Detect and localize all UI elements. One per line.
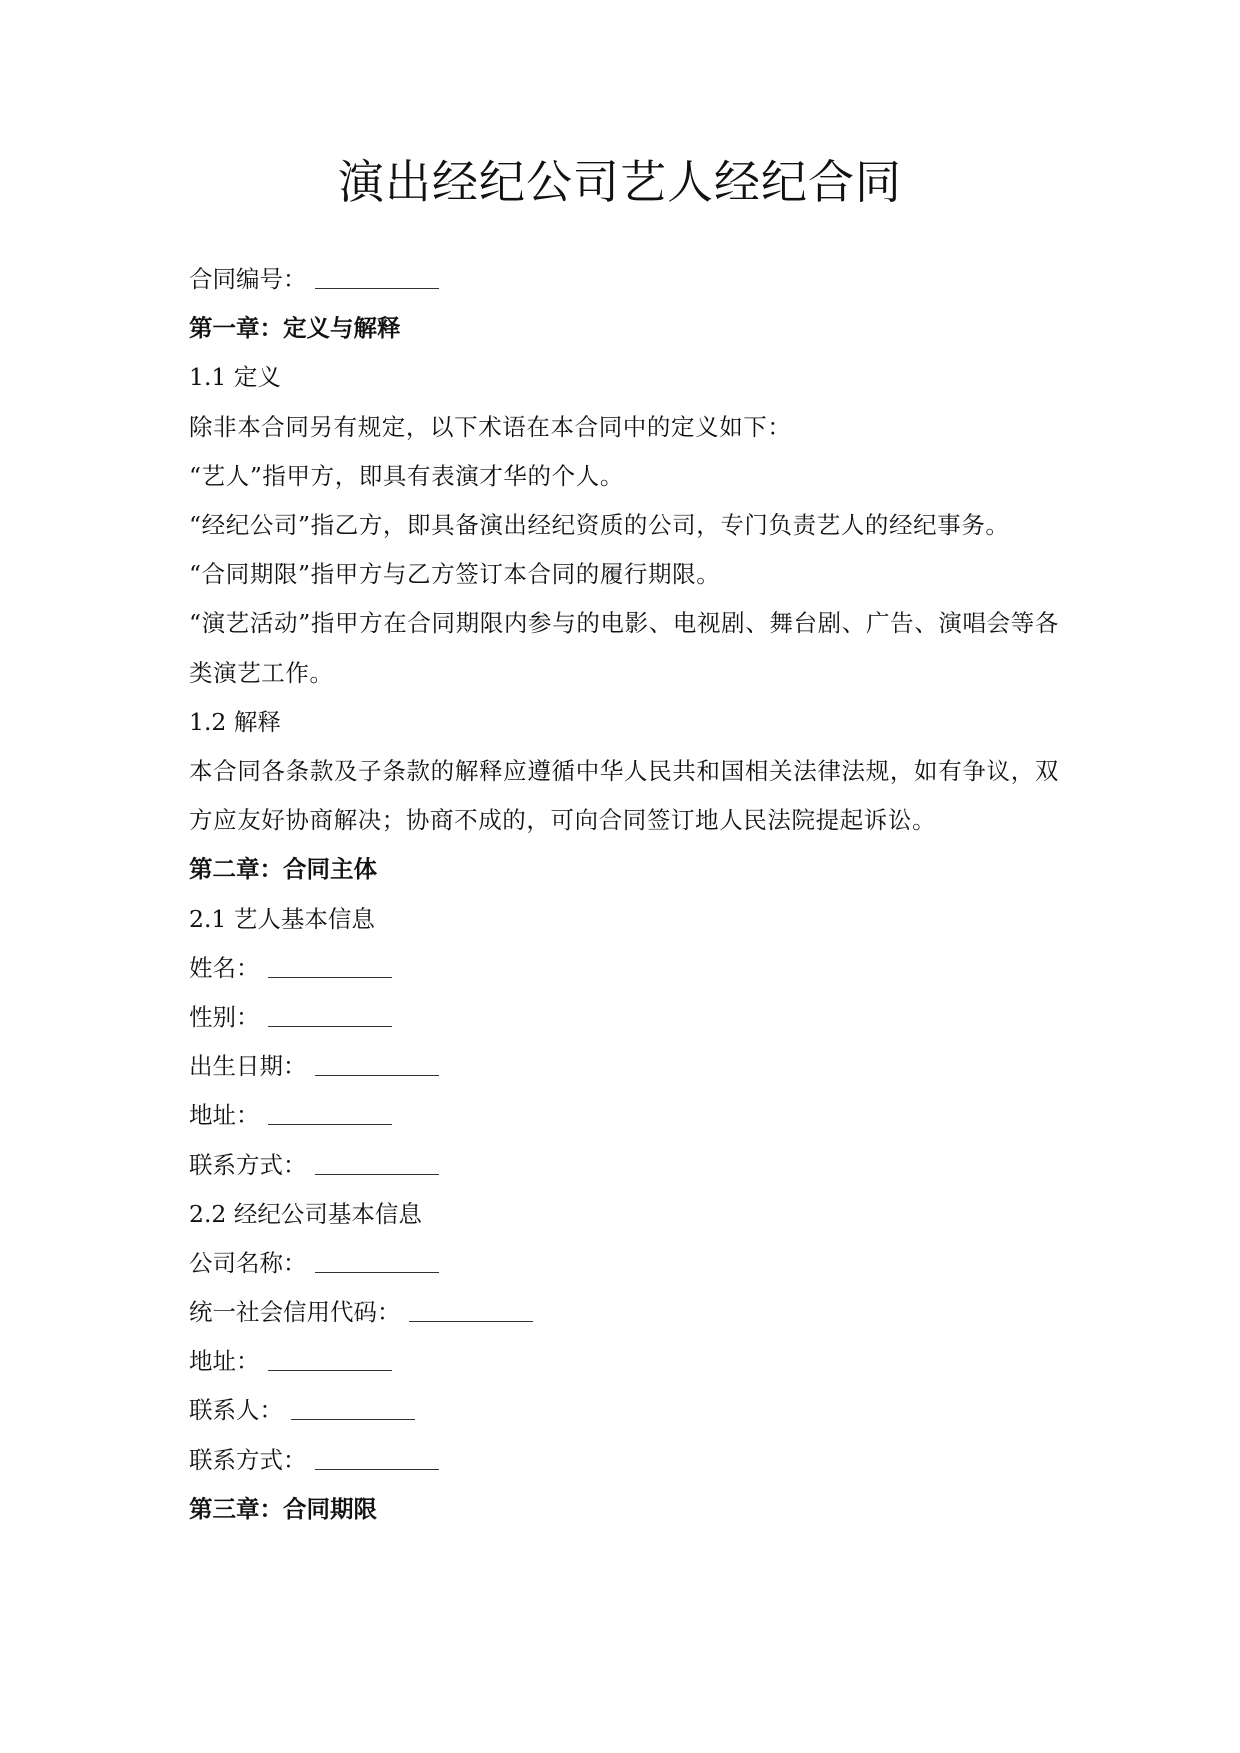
contract-number-field: [189, 255, 1059, 304]
company-contact-person-field: [189, 1386, 1059, 1435]
field-label: 地址：: [189, 1347, 260, 1376]
artist-address-field: [189, 1091, 1059, 1140]
paragraph: “经纪公司”指乙方，即具备演出经纪资质的公司，专门负责艺人的经纪事务。: [189, 510, 1010, 539]
paragraph: “演艺活动”指甲方在合同期限内参与的电影、电视剧、舞台剧、广告、演唱会等各类演艺工作。: [189, 609, 1059, 687]
paragraph: “艺人”指甲方，即具有表演才华的个人。: [189, 461, 624, 490]
company-name-field: [189, 1239, 1059, 1288]
field-label: 公司名称：: [189, 1248, 307, 1277]
field-label: 姓名：: [189, 953, 260, 982]
fill-in-blank[interactable]: [315, 1173, 439, 1175]
chapter-3-heading: 第三章：合同期限: [189, 1494, 377, 1523]
fill-in-blank[interactable]: [291, 1418, 415, 1420]
artist-contact-field: [189, 1141, 1059, 1190]
field-label: 地址：: [189, 1101, 260, 1130]
chapter-2-heading: 第二章：合同主体: [189, 855, 377, 884]
paragraph: 除非本合同另有规定，以下术语在本合同中的定义如下：: [189, 412, 792, 441]
company-address-field: [189, 1337, 1059, 1386]
document-body: [189, 255, 1059, 1534]
fill-in-blank[interactable]: [409, 1320, 533, 1322]
chapter-1-heading: 第一章：定义与解释: [189, 314, 401, 343]
field-label: 出生日期：: [189, 1052, 307, 1081]
artist-name-field: [189, 944, 1059, 993]
artist-gender-field: [189, 993, 1059, 1042]
section-2-1-heading: 2.1 艺人基本信息: [189, 904, 375, 933]
section-1-2-heading: 1.2 解释: [189, 707, 281, 736]
field-label: 合同编号：: [189, 265, 307, 293]
fill-in-blank[interactable]: [315, 1468, 439, 1470]
document-title: 演出经纪公司艺人经纪合同: [338, 155, 902, 209]
company-credit-code-field: [189, 1288, 1059, 1337]
paragraph: 本合同各条款及子条款的解释应遵循中华人民共和国相关法律法规，如有争议，双方应友好协商解决；协商不成的，可向合同签订地人民法院提起诉讼。: [189, 756, 1059, 835]
field-label: 统一社会信用代码：: [189, 1298, 401, 1327]
section-2-2-heading: 2.2 经纪公司基本信息: [189, 1199, 422, 1228]
field-label: 联系方式：: [189, 1150, 307, 1179]
fill-in-blank[interactable]: [315, 1271, 439, 1273]
fill-in-blank[interactable]: [268, 1369, 392, 1371]
artist-birthdate-field: [189, 1042, 1059, 1091]
fill-in-blank[interactable]: [268, 976, 392, 978]
paragraph: “合同期限”指甲方与乙方签订本合同的履行期限。: [189, 560, 721, 589]
company-contact-field: [189, 1436, 1059, 1485]
fill-in-blank[interactable]: [315, 1074, 439, 1076]
section-1-1-heading: 1.1 定义: [189, 363, 281, 392]
fill-in-blank[interactable]: [315, 287, 439, 289]
fill-in-blank[interactable]: [268, 1123, 392, 1125]
field-label: 性别：: [189, 1002, 260, 1031]
field-label: 联系方式：: [189, 1445, 307, 1474]
field-label: 联系人：: [189, 1396, 283, 1425]
fill-in-blank[interactable]: [268, 1025, 392, 1027]
